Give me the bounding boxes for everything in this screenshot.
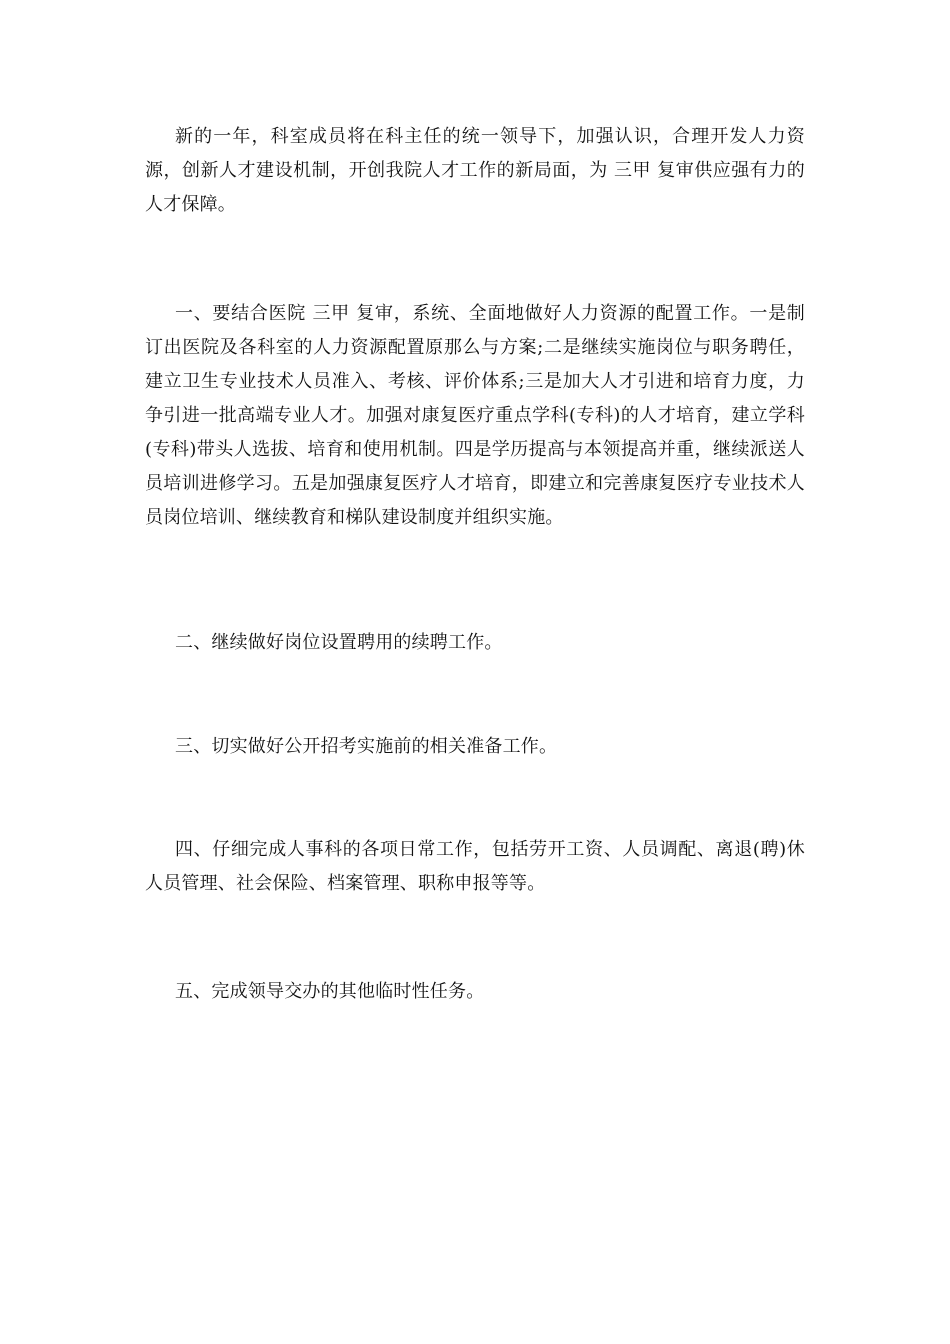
- item-four-paragraph: 四、仔细完成人事科的各项日常工作，包括劳开工资、人员调配、离退(聘)休人员管理、社会保险、档案管理、职称申报等等。: [145, 839, 805, 894]
- item-one-paragraph: 一、要结合医院 三甲 复审，系统、全面地做好人力资源的配置工作。一是制订出医院及各科室的人力资源配置原那么与方案;二是继续实施岗位与职务聘任，建立卫生专业技术人员准入、考核、评价体系;三是加大人才引进和培育力度，力争引进一批高端专业人才。加强对康复医疗重点学科(专科)的人才培育，建立学科(专科)带头人选拔、培育和使用机制。四是学历提高与本领提高并重，继续派送人员培训进修学习。五是加强康复医疗人才培育，即建立和完善康复医疗专业技术人员岗位培训、继续教育和梯队建设制度并组织实施。: [145, 303, 805, 528]
- item-two-paragraph: 二、继续做好岗位设置聘用的续聘工作。: [175, 632, 503, 653]
- item-three-paragraph: 三、切实做好公开招考实施前的相关准备工作。: [175, 736, 558, 757]
- intro-paragraph: 新的一年，科室成员将在科主任的统一领导下，加强认识，合理开发人力资源，创新人才建设机制，开创我院人才工作的新局面，为 三甲 复审供应强有力的人才保障。: [145, 126, 805, 215]
- item-five-paragraph: 五、完成领导交办的其他临时性任务。: [175, 981, 485, 1002]
